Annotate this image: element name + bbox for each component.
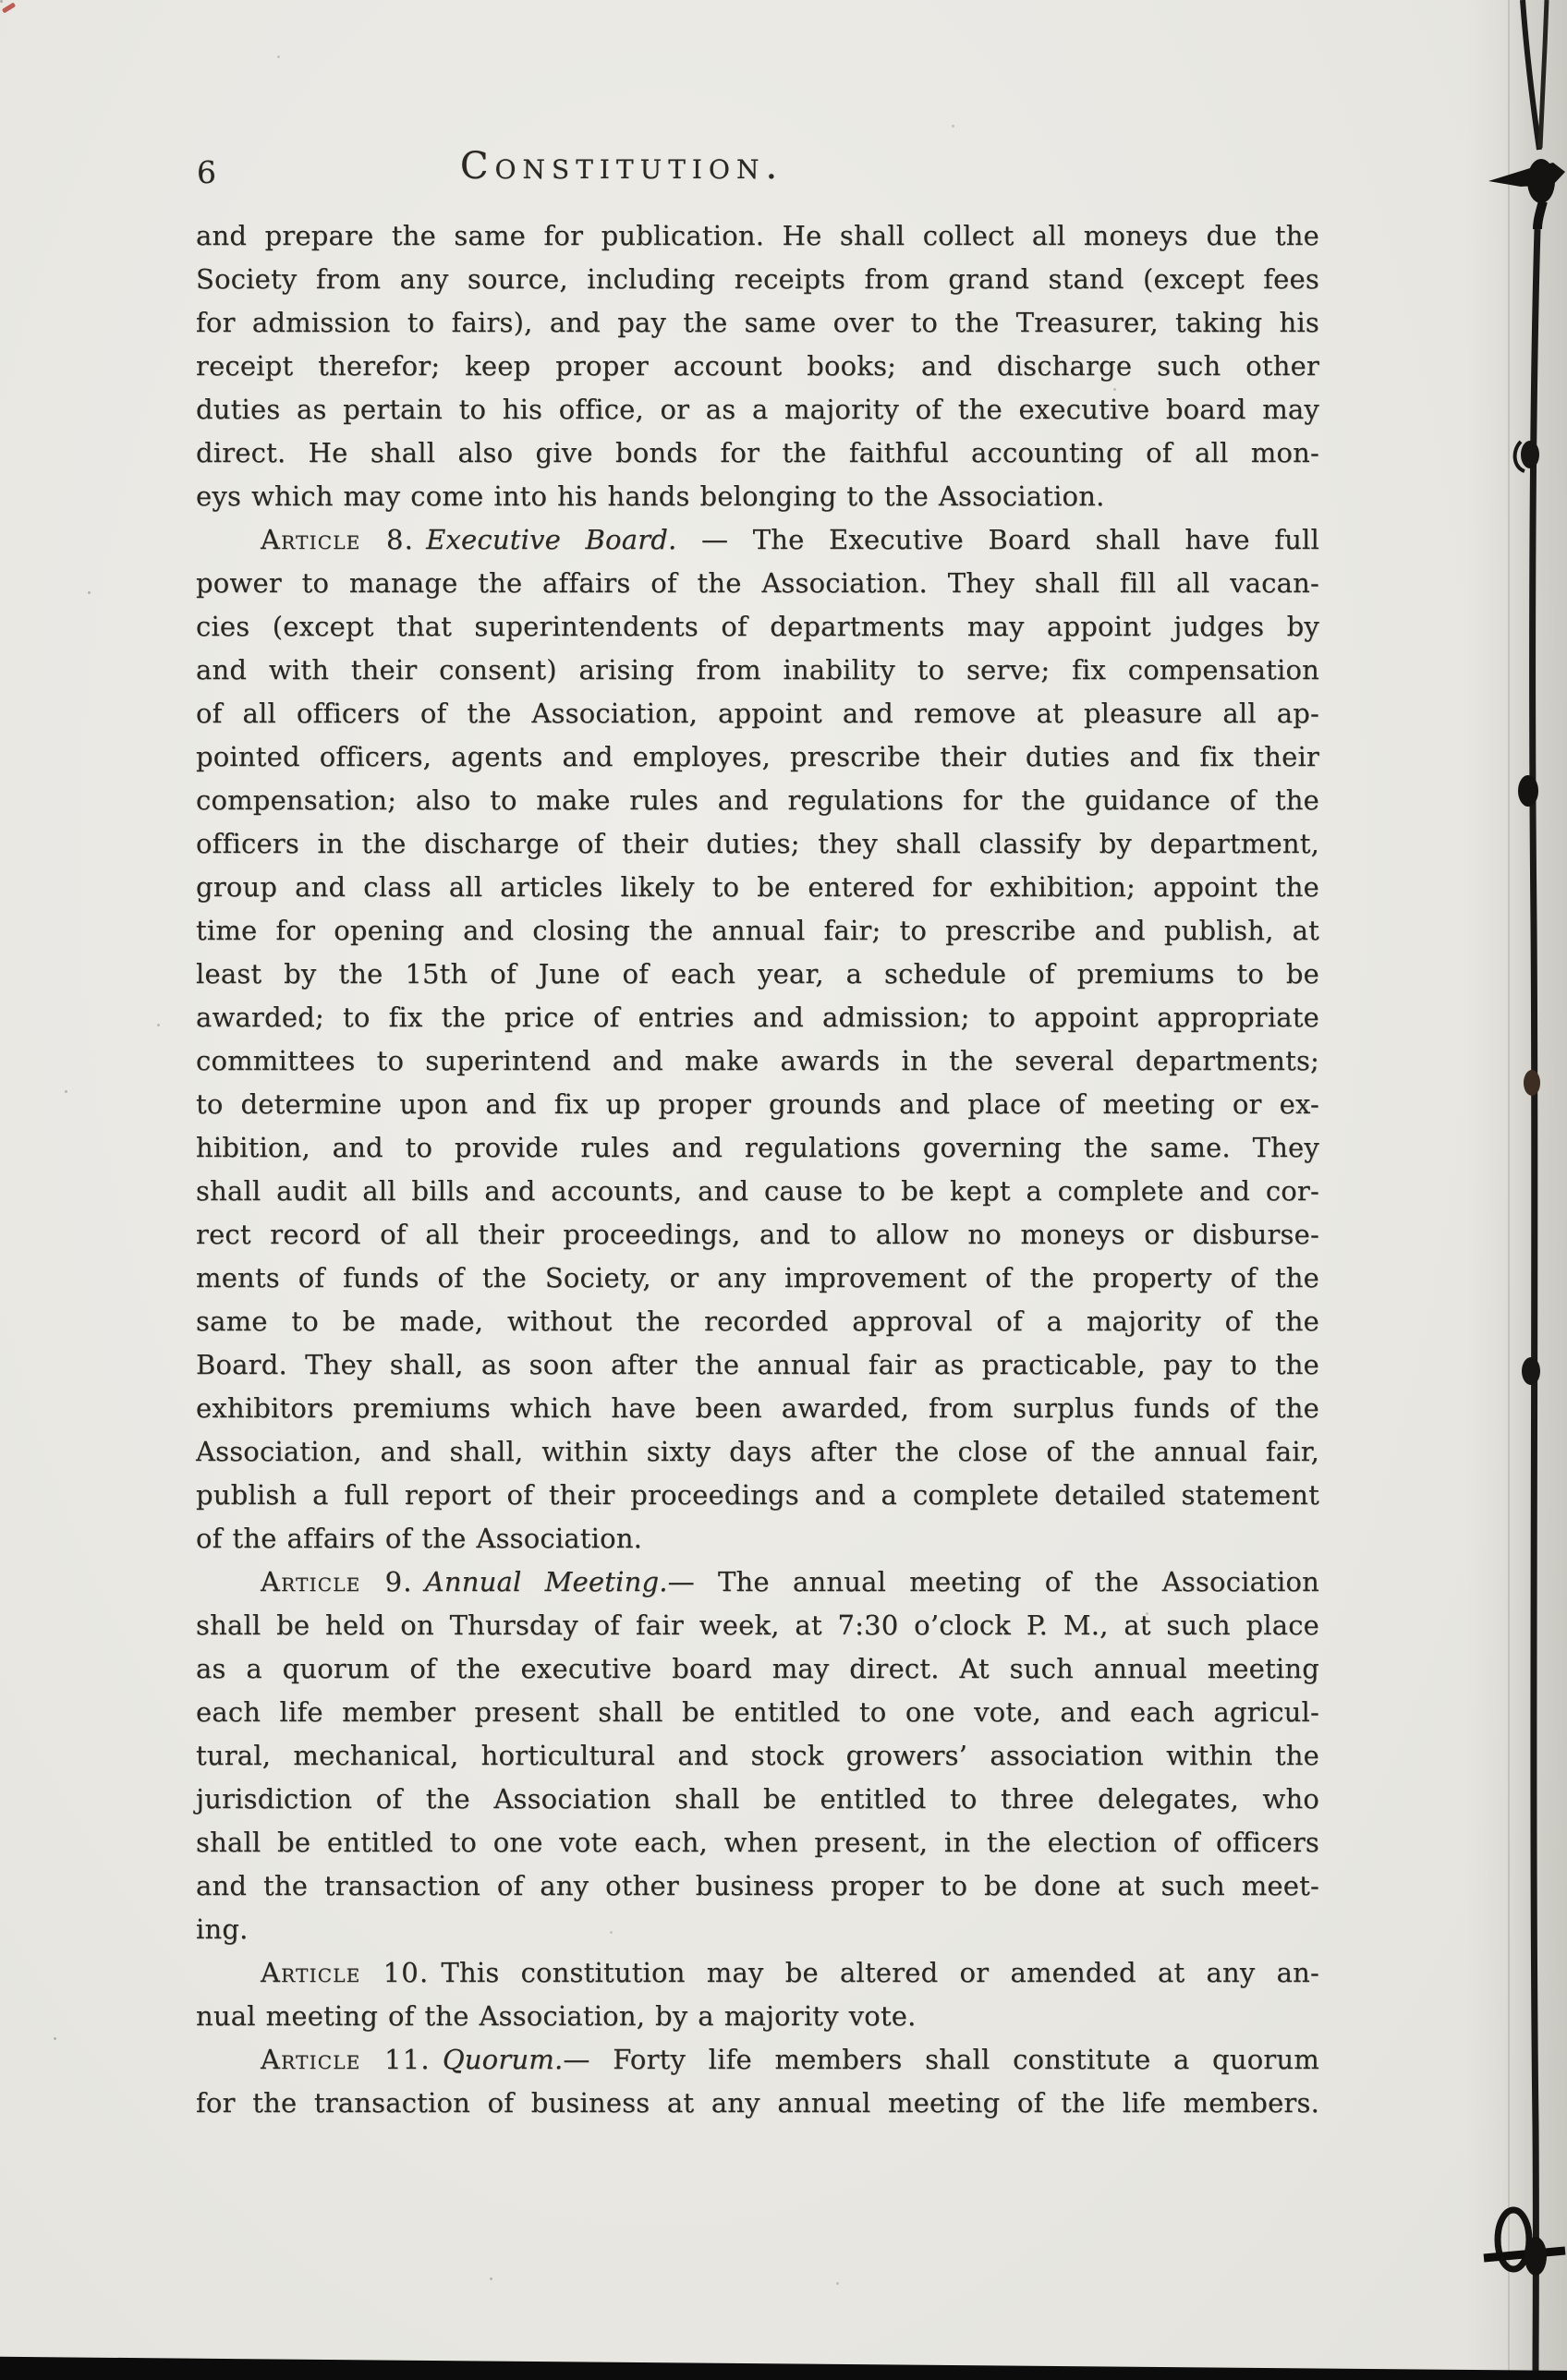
text-segment: compensation; also to make rules and regulations for the guidance of the [196,784,1319,816]
thread-knot [1522,1357,1540,1385]
paper-speckles [0,0,3,3]
text-segment: shall be entitled to one vote each, when present, in the election of officers [196,1827,1319,1858]
text-segment: for admission to fairs), and pay the same over to the Treasurer, taking his [196,307,1319,338]
text-segment: rect record of all their proceedings, and to allow no moneys or disburse- [196,1219,1319,1250]
text-line [196,779,1319,822]
text-line [196,431,1319,475]
thread-knot [1521,441,1539,468]
text-line [196,1691,1319,1734]
text-segment: each life member present shall be entitled to one vote, and each agricul- [196,1696,1319,1728]
thread-strand [1540,0,1547,148]
text-line [196,605,1319,649]
text-line [196,214,1319,258]
text-segment: exhibitors premiums which have been awarded, from surplus funds of the [196,1392,1319,1424]
article-label: Article 11. [261,2044,431,2075]
article-label: Article 10. [261,1957,430,1988]
text-segment: awarded; to fix the price of entries and admission; to appoint appropriate [196,1002,1319,1033]
thread-knot [1524,1070,1540,1096]
text-line [196,1257,1319,1300]
text-segment: as a quorum of the executive board may direct. At such annual meeting [196,1653,1319,1684]
text-line [196,388,1319,431]
binding-thread [1465,0,1567,2380]
text-segment: officers in the discharge of their duties; they shall classify by department, [196,828,1319,859]
text-segment: direct. He shall also give bonds for the faithful accounting of all mon- [196,437,1319,468]
text-segment: tural, mechanical, horticultural and stock growers’ association within the [196,1740,1319,1771]
article-title: Executive Board. [426,524,677,555]
text-line [196,953,1319,996]
page-title: Constitution. [460,145,784,188]
text-segment: and prepare the same for publication. He shall collect all moneys due the [196,220,1319,251]
text-line [196,692,1319,735]
text-segment: nual meeting of the Association, by a majority vote. [196,2000,917,2032]
text-segment: Association, and shall, within sixty days after the close of the annual fair, [196,1436,1319,1467]
thread-strand [1523,0,1539,150]
text-line [196,1647,1319,1691]
text-segment: cies (except that superintendents of departments may appoint judges by [196,611,1319,642]
text-line [196,518,1319,562]
text-line [196,909,1319,953]
text-segment: Society from any source, including receipts from grand stand (except fees [196,263,1319,295]
text-line [196,866,1319,909]
text-line [196,1213,1319,1257]
text-line [196,1908,1319,1951]
article-title: Annual Meeting.— [424,1566,695,1597]
text-segment: duties as pertain to his office, or as a majority of the executive board may [196,394,1319,425]
page-number: 6 [197,154,216,190]
text-line [196,1083,1319,1126]
text-line [196,1821,1319,1864]
text-segment: hibition, and to provide rules and regulations governing the same. They [196,1132,1319,1163]
text-segment: jurisdiction of the Association shall be entitled to three delegates, who [196,1783,1319,1815]
text-segment: of all officers of the Association, appoint and remove at pleasure all ap- [196,698,1319,729]
thread-knot [1524,2237,1547,2276]
text-line [196,1039,1319,1083]
text-segment: eys which may come into his hands belonging to the Association. [196,480,1105,512]
text-segment: Forty life members shall constitute a quorum [589,2044,1319,2075]
text-line [196,2082,1319,2125]
text-line [196,996,1319,1039]
text-segment: — The Executive Board shall have full [676,524,1320,555]
text-segment: time for opening and closing the annual fair; to prescribe and publish, at [196,915,1319,946]
text-line [196,1387,1319,1430]
text-segment: This constitution may be altered or amended at any an- [441,1957,1319,1988]
text-line [196,1604,1319,1647]
text-segment: and with their consent) arising from inability to serve; fix compensation [196,654,1319,686]
text-segment: committees to superintend and make awards in the several departments; [196,1045,1319,1076]
thread-main [1533,229,1537,2380]
text-line [196,735,1319,779]
text-line [196,345,1319,388]
text-line [196,1734,1319,1778]
thread-knot [1518,775,1538,807]
text-segment: pointed officers, agents and employes, prescribe their duties and fix their [196,741,1319,772]
article-label: Article 8. [261,524,415,555]
text-segment: Board. They shall, as soon after the annual fair as practicable, pay to the [196,1349,1319,1380]
scanner-bed-strip [0,2347,1567,2380]
text-line [196,1560,1319,1604]
text-line [196,649,1319,692]
text-segment: to determine upon and fix up proper grounds and place of meeting or ex- [196,1088,1319,1120]
article-label: Article 9. [261,1566,413,1597]
text-segment: The annual meeting of the Association [694,1566,1319,1597]
text-segment: shall be held on Thursday of fair week, at 7:30 o’clock P. M., at such place [196,1609,1319,1641]
text-line [196,1864,1319,1908]
text-line [196,1126,1319,1170]
text-line [196,1170,1319,1213]
text-line [196,1951,1319,1995]
thread-knot [1527,159,1555,203]
text-line [196,1430,1319,1474]
thread-knot [1537,201,1543,229]
text-segment: receipt therefor; keep proper account books; and discharge such other [196,350,1319,382]
text-line [196,1778,1319,1821]
text-line [196,1995,1319,2038]
text-segment: ments of funds of the Society, or any improvement of the property of the [196,1262,1319,1293]
red-scan-mark [2,2,16,13]
page-body [196,214,1319,2125]
article-title: Quorum.— [442,2044,590,2075]
text-line [196,1300,1319,1343]
text-segment: ing. [196,1913,249,1945]
text-line [196,1517,1319,1560]
text-segment: shall audit all bills and accounts, and cause to be kept a complete and cor- [196,1175,1319,1207]
text-segment: least by the 15th of June of each year, a schedule of premiums to be [196,958,1319,990]
text-line [196,822,1319,866]
text-line [196,301,1319,345]
text-line [196,475,1319,518]
text-segment: same to be made, without the recorded approval of a majority of the [196,1305,1319,1337]
text-segment: group and class all articles likely to be entered for exhibition; appoint the [196,871,1319,903]
text-segment: power to manage the affairs of the Association. They shall fill all vacan- [196,567,1319,599]
text-line [196,562,1319,605]
text-segment: for the transaction of business at any annual meeting of the life members. [196,2087,1319,2119]
text-segment: of the affairs of the Association. [196,1523,643,1554]
text-segment: and the transaction of any other business proper to be done at such meet- [196,1870,1319,1901]
text-segment: publish a full report of their proceedings and a complete detailed statement [196,1479,1319,1511]
text-line [196,1474,1319,1517]
text-line [196,258,1319,301]
text-line [196,1343,1319,1387]
text-line [196,2038,1319,2082]
